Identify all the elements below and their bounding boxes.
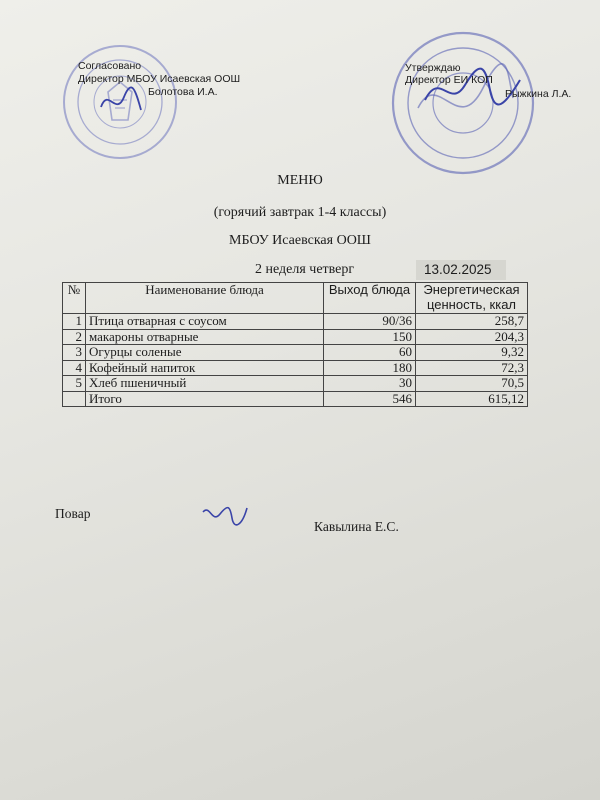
approval-left-label: Согласовано	[78, 60, 142, 72]
cook-role: Повар	[55, 506, 91, 521]
cook-name: Кавылина Е.С.	[314, 519, 399, 534]
row-energy: 9,32	[416, 345, 528, 361]
total-num	[63, 391, 86, 407]
row-num: 1	[63, 314, 86, 330]
table-row	[63, 376, 528, 392]
row-energy: 72,3	[416, 360, 528, 376]
approval-right-position: Директор ЕИ КОП	[405, 74, 493, 86]
approval-right	[405, 62, 571, 100]
approval-left-name: Болотова И.А.	[148, 86, 218, 98]
row-output: 150	[324, 329, 416, 345]
header-output: Выход блюда	[324, 283, 416, 314]
page-subtitle: (горячий завтрак 1-4 классы)	[213, 205, 387, 220]
row-name: Хлеб пшеничный	[86, 376, 324, 392]
row-num: 4	[63, 360, 86, 376]
approval-right-name: Рыжкина Л.А.	[505, 88, 572, 100]
cook-signature	[200, 502, 250, 530]
header-num: №	[63, 283, 86, 314]
table-row	[63, 329, 528, 345]
school-name: МБОУ Исаевская ООШ	[229, 233, 371, 248]
total-label: Итого	[86, 391, 324, 407]
total-energy: 615,12	[416, 391, 528, 407]
table-row	[63, 345, 528, 361]
header-energy: Энергетическая ценность, ккал	[416, 283, 528, 314]
table-row	[63, 360, 528, 376]
row-output: 60	[324, 345, 416, 361]
row-energy: 258,7	[416, 314, 528, 330]
row-name: Кофейный напиток	[86, 360, 324, 376]
row-num: 5	[63, 376, 86, 392]
page-title: МЕНЮ	[277, 173, 323, 188]
row-num: 2	[63, 329, 86, 345]
table-header-row	[63, 283, 528, 314]
row-name: Огурцы соленые	[86, 345, 324, 361]
date-badge: 13.02.2025	[416, 260, 506, 280]
approval-right-label: Утверждаю	[405, 62, 461, 74]
table-total-row	[63, 391, 528, 407]
row-energy: 70,5	[416, 376, 528, 392]
total-output: 546	[324, 391, 416, 407]
approval-left	[78, 60, 240, 99]
row-num: 3	[63, 345, 86, 361]
week-day: 2 неделя четверг	[255, 262, 355, 277]
menu-table	[62, 282, 528, 407]
row-output: 90/36	[324, 314, 416, 330]
row-name: Птица отварная с соусом	[86, 314, 324, 330]
row-name: макароны отварные	[86, 329, 324, 345]
row-output: 180	[324, 360, 416, 376]
row-energy: 204,3	[416, 329, 528, 345]
approval-left-position: Директор МБОУ Исаевская ООШ	[78, 73, 241, 85]
header-name: Наименование блюда	[86, 283, 324, 314]
table-row	[63, 314, 528, 330]
row-output: 30	[324, 376, 416, 392]
